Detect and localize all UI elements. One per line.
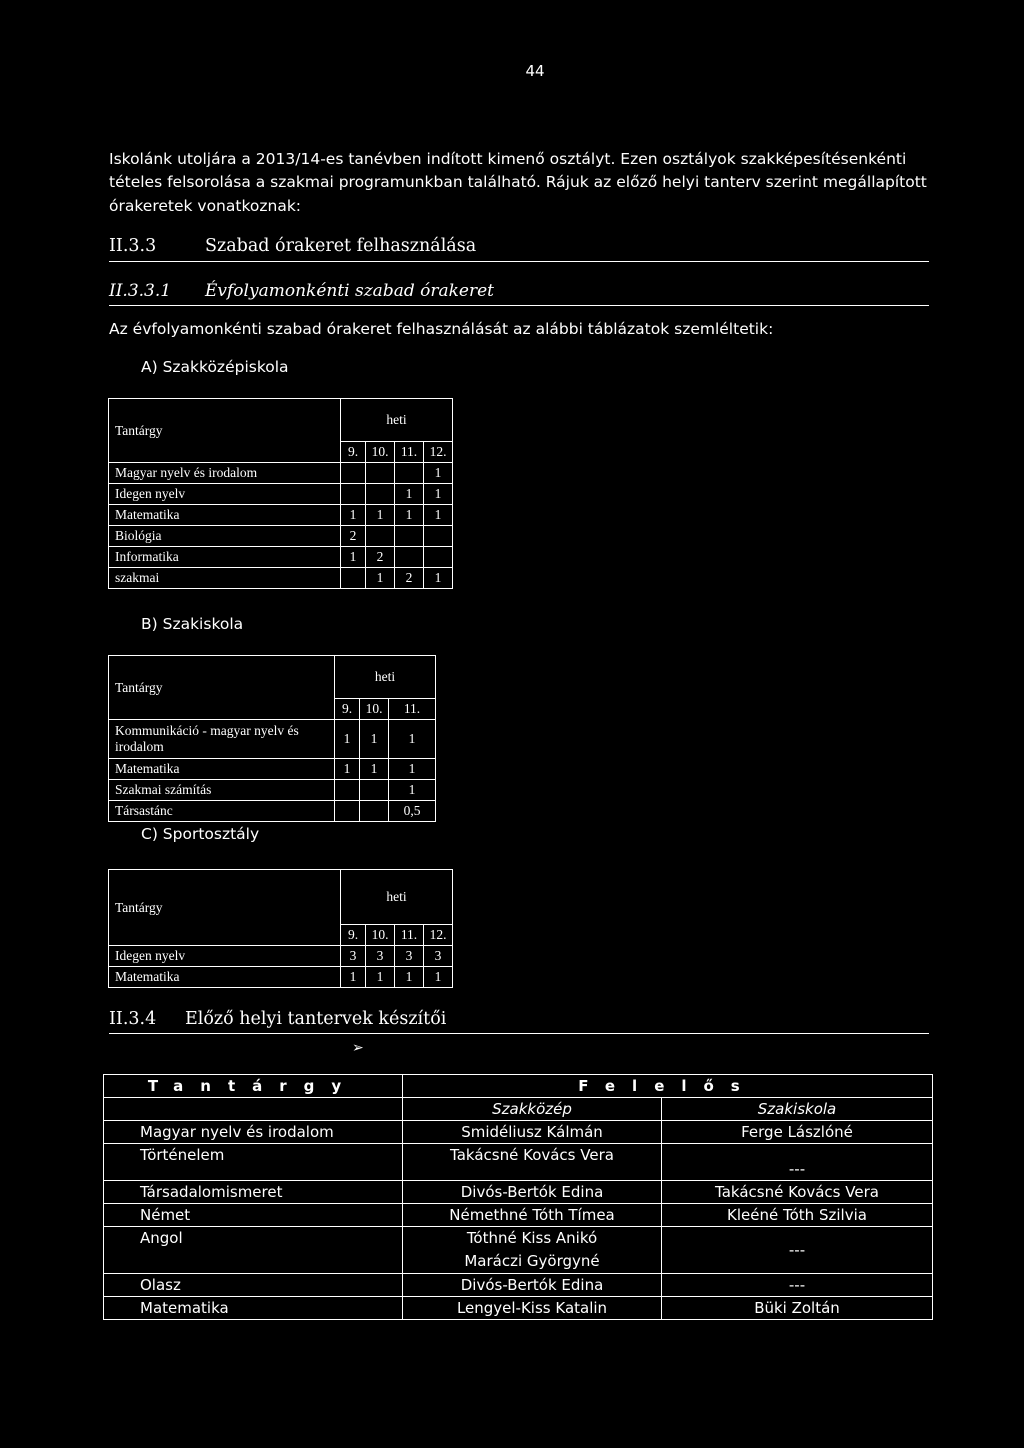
grade-cell: 9. [335, 699, 360, 720]
authors-header-row [104, 1075, 933, 1098]
author-line: Maráczi Györgyné [464, 1252, 600, 1270]
value-cell: 2 [341, 526, 366, 547]
author-cell: Lengyel-Kiss Katalin [403, 1297, 662, 1320]
subject-cell: Magyar nyelv és irodalom [109, 463, 341, 484]
value-cell: 1 [366, 505, 395, 526]
bullet-arrow-icon: ➢ [352, 1040, 364, 1056]
heading-rule [109, 261, 929, 262]
table-row [109, 526, 453, 547]
table-row [109, 946, 453, 967]
value-cell: 1 [395, 967, 424, 988]
subject-cell: Biológia [109, 526, 341, 547]
heti-header: heti [341, 399, 453, 442]
subject-cell: Német [104, 1204, 403, 1227]
value-cell: 1 [395, 484, 424, 505]
authors-table [103, 1074, 933, 1320]
grade-cell: 10. [360, 699, 389, 720]
value-cell: 1 [424, 463, 453, 484]
author-cell: Divós-Bertók Edina [403, 1181, 662, 1204]
subject-cell: Matematika [109, 505, 341, 526]
table-row [104, 1297, 933, 1320]
value-cell: 1 [360, 759, 389, 780]
grade-cell: 9. [341, 925, 366, 946]
table-szakiskola [108, 655, 436, 822]
value-cell [366, 526, 395, 547]
subject-cell: Kommunikáció - magyar nyelv és irodalom [109, 720, 335, 759]
subject-cell: Informatika [109, 547, 341, 568]
section-title: Szabad órakeret felhasználása [205, 236, 477, 256]
table-row [104, 1204, 933, 1227]
section-title: Évfolyamonkénti szabad órakeret [205, 281, 494, 301]
value-cell [366, 463, 395, 484]
value-cell: 1 [341, 547, 366, 568]
value-cell: 3 [395, 946, 424, 967]
value-cell [360, 801, 389, 822]
value-cell: 1 [335, 759, 360, 780]
subject-cell: Magyar nyelv és irodalom [104, 1121, 403, 1144]
section-number: II.3.3 [109, 236, 157, 256]
heading-rule [109, 305, 929, 306]
table-row [109, 463, 453, 484]
subject-cell: Angol [104, 1227, 403, 1274]
subject-cell: Idegen nyelv [109, 484, 341, 505]
table-row [109, 759, 436, 780]
value-cell: 3 [424, 946, 453, 967]
heti-header: heti [335, 656, 436, 699]
subject-cell: Matematika [109, 759, 335, 780]
caption-b: B) Szakiskola [141, 615, 244, 633]
subject-cell: Történelem [104, 1144, 403, 1181]
value-cell: 1 [341, 505, 366, 526]
value-cell [335, 801, 360, 822]
intro-paragraph: Iskolánk utoljára a 2013/14-es tanévben indított kimenő osztályt. Ezen osztályok szakképesítésenkénti tételes felsorolása a szakmai programunkban található. Rájuk az előző helyi tanterv szerint megállapított órakeretek vonatkoznak: [109, 150, 927, 215]
author-cell: Smidéliusz Kálmán [403, 1121, 662, 1144]
value-cell: 0,5 [389, 801, 436, 822]
value-cell: 3 [366, 946, 395, 967]
grade-cell: 9. [341, 442, 366, 463]
subject-cell: Idegen nyelv [109, 946, 341, 967]
value-cell: 1 [341, 967, 366, 988]
subject-cell: Olasz [104, 1274, 403, 1297]
value-cell: 1 [389, 720, 436, 759]
col-subject-header: Tantárgy [104, 1075, 403, 1098]
subject-header: Tantárgy [109, 870, 341, 946]
author-line: Tóthné Kiss Anikó [466, 1229, 598, 1247]
table-row [104, 1121, 933, 1144]
value-cell: 1 [335, 720, 360, 759]
grade-cell: 10. [366, 925, 395, 946]
caption-c: C) Sportosztály [141, 825, 260, 843]
subject-cell: Társadalomismeret [104, 1181, 403, 1204]
section-heading-333 [109, 236, 476, 256]
value-cell: 1 [389, 780, 436, 801]
section-heading-3331 [109, 281, 494, 301]
value-cell [424, 547, 453, 568]
author-cell: Takácsné Kovács Vera [662, 1181, 933, 1204]
value-cell: 2 [366, 547, 395, 568]
subject-cell: Matematika [104, 1297, 403, 1320]
subject-header: Tantárgy [109, 399, 341, 463]
subject-cell: Matematika [109, 967, 341, 988]
value-cell [341, 568, 366, 589]
value-cell: 1 [424, 568, 453, 589]
author-cell: Ferge Lászlóné [662, 1121, 933, 1144]
heti-header: heti [341, 870, 453, 925]
description: Az évfolyamonkénti szabad órakeret felhasználását az alábbi táblázatok szemléltetik: [109, 320, 774, 338]
value-cell [335, 780, 360, 801]
author-cell: --- [662, 1144, 933, 1181]
table-row [109, 568, 453, 589]
value-cell: 1 [366, 967, 395, 988]
value-cell: 1 [389, 759, 436, 780]
subject-cell: Társastánc [109, 801, 335, 822]
col-responsible-header: Felelős [403, 1075, 933, 1098]
grade-cell: 11. [395, 442, 424, 463]
table-row [104, 1181, 933, 1204]
grade-cell: 11. [395, 925, 424, 946]
subject-cell: Szakmai számítás [109, 780, 335, 801]
author-cell: --- [662, 1227, 933, 1274]
value-cell: 1 [424, 505, 453, 526]
value-cell [395, 526, 424, 547]
table-row [109, 720, 436, 759]
value-cell [395, 547, 424, 568]
grade-cell: 12. [424, 442, 453, 463]
empty-cell [104, 1098, 403, 1121]
value-cell: 3 [341, 946, 366, 967]
grade-cell: 10. [366, 442, 395, 463]
subheader-szakkozep: Szakközép [403, 1098, 662, 1121]
author-cell: --- [662, 1274, 933, 1297]
caption-a: A) Szakközépiskola [141, 358, 289, 376]
value-cell: 1 [395, 505, 424, 526]
authors-subheader-row [104, 1098, 933, 1121]
author-cell: Kleéné Tóth Szilvia [662, 1204, 933, 1227]
table-row [109, 967, 453, 988]
table-row [109, 547, 453, 568]
section-number: II.3.4 [109, 1009, 157, 1029]
subject-header: Tantárgy [109, 656, 335, 720]
value-cell: 2 [395, 568, 424, 589]
value-cell [395, 463, 424, 484]
grade-cell: 12. [424, 925, 453, 946]
value-cell: 1 [360, 720, 389, 759]
table-szakkozepiskola [108, 398, 453, 589]
table-row [104, 1274, 933, 1297]
page-number: 44 [525, 62, 545, 80]
grade-cell: 11. [389, 699, 436, 720]
value-cell [366, 484, 395, 505]
table-row [104, 1227, 933, 1274]
author-cell [403, 1227, 662, 1274]
author-cell: Divós-Bertók Edina [403, 1274, 662, 1297]
table-row [109, 801, 436, 822]
table-row [104, 1144, 933, 1181]
subject-cell: szakmai [109, 568, 341, 589]
author-cell: Büki Zoltán [662, 1297, 933, 1320]
value-cell: 1 [424, 484, 453, 505]
value-cell [424, 526, 453, 547]
table-row [109, 780, 436, 801]
value-cell [341, 463, 366, 484]
value-cell [341, 484, 366, 505]
value-cell: 1 [366, 568, 395, 589]
subheader-szakiskola: Szakiskola [662, 1098, 933, 1121]
section-number: II.3.3.1 [109, 281, 172, 301]
value-cell [360, 780, 389, 801]
value-cell: 1 [424, 967, 453, 988]
author-cell: Némethné Tóth Tímea [403, 1204, 662, 1227]
heading-rule [109, 1033, 929, 1034]
table-row [109, 505, 453, 526]
table-sportosztaly [108, 869, 453, 988]
section-heading-334 [109, 1009, 446, 1029]
table-row [109, 484, 453, 505]
section-title: Előző helyi tantervek készítői [185, 1009, 447, 1029]
author-cell: Takácsné Kovács Vera [403, 1144, 662, 1181]
